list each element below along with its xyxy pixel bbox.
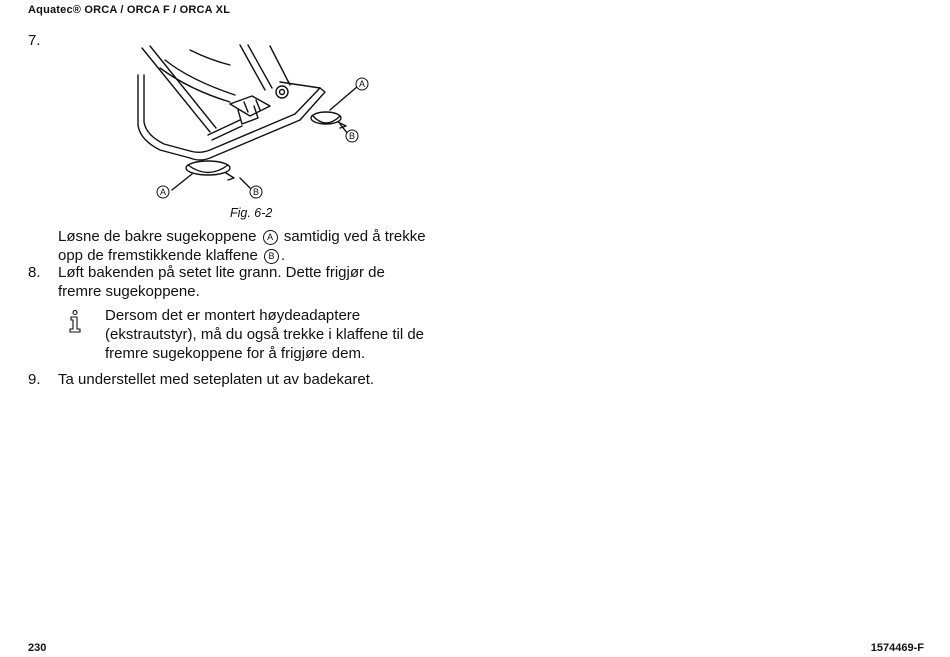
header-title: Aquatec® ORCA / ORCA F / ORCA XL: [28, 4, 231, 16]
step-7-instruction: [58, 228, 443, 265]
figure-label-a-rear: A: [358, 79, 366, 89]
note-line2: (ekstrautstyr), må du også trekke i klaffene til de: [105, 326, 425, 343]
step-7-text-part4: .: [281, 246, 286, 264]
figure-label-a-front: A: [159, 187, 167, 197]
step-8-line2: fremre sugekoppene.: [58, 282, 200, 300]
info-note: [105, 306, 450, 363]
note-line3: fremre sugekoppene for å frigjøre dem.: [105, 345, 366, 362]
page-number: 230: [28, 642, 47, 654]
info-icon: [68, 310, 82, 334]
step-7-text-part1: Løsne de bakre sugekoppene: [58, 228, 257, 245]
marker-b: B: [264, 249, 279, 264]
figure-6-2-illustration: [130, 40, 380, 205]
figure-caption: Fig. 6-2: [230, 206, 273, 220]
step-9-number: 9.: [28, 371, 41, 388]
step-7-number: 7.: [28, 32, 41, 49]
step-7-text-part3: opp de fremstikkende klaffene: [58, 246, 258, 264]
step-8-number: 8.: [28, 264, 41, 281]
step-7-text-part2: samtidig ved å trekke: [283, 228, 426, 245]
figure-label-b-rear: B: [348, 131, 356, 141]
marker-a: A: [263, 230, 278, 245]
note-line1: Dersom det er montert høydeadaptere: [105, 307, 361, 324]
figure-label-b-front: B: [252, 187, 260, 197]
step-8-text: [58, 264, 443, 301]
document-code: 1574469-F: [870, 642, 924, 654]
step-8-line1: Løft bakenden på setet lite grann. Dette frigjør de: [58, 264, 385, 281]
step-9-text: Ta understellet med seteplaten ut av badekaret.: [58, 371, 375, 388]
